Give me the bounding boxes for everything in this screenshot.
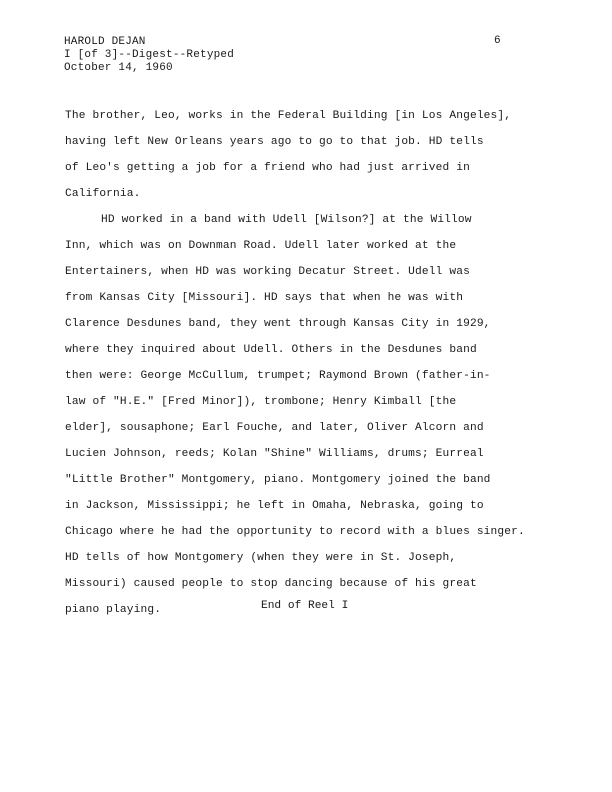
end-of-reel-label: End of Reel I [261,600,349,612]
page-header [64,36,234,75]
text-line: law of "H.E." [Fred Minor]), trombone; Henry Kimball [the [65,396,457,408]
text-line: Chicago where he had the opportunity to record with a blues singer. [65,526,525,538]
text-line: Inn, which was on Downman Road. Udell later worked at the [65,240,457,252]
text-line: HD tells of how Montgomery (when they were in St. Joseph, [65,552,457,564]
paragraph-1 [65,103,565,207]
text-line: then were: George McCullum, trumpet; Raymond Brown (father-in- [65,370,491,382]
interview-date: October 14, 1960 [64,62,173,74]
text-line: from Kansas City [Missouri]. HD says that when he was with [65,292,464,304]
paragraph-2 [65,207,565,623]
interviewee-name: HAROLD DEJAN [64,36,146,48]
text-line: California. [65,188,141,200]
text-line: HD worked in a band with Udell [Wilson?] at the Willow [101,214,472,226]
text-line: elder], sousaphone; Earl Fouche, and later, Oliver Alcorn and [65,422,484,434]
text-line: of Leo's getting a job for a friend who had just arrived in [65,162,470,174]
text-line: Clarence Desdunes band, they went through Kansas City in 1929, [65,318,491,330]
text-line: The brother, Leo, works in the Federal Building [in Los Angeles], [65,110,512,122]
text-line: Entertainers, when HD was working Decatur Street. Udell was [65,266,470,278]
text-line: Lucien Johnson, reeds; Kolan "Shine" Williams, drums; Eurreal [65,448,484,460]
text-line: "Little Brother" Montgomery, piano. Montgomery joined the band [65,474,491,486]
text-line: where they inquired about Udell. Others in the Desdunes band [65,344,477,356]
text-line: Missouri) caused people to stop dancing because of his great [65,578,477,590]
page-number: 6 [494,35,501,47]
reel-info: I [of 3]--Digest--Retyped [64,49,235,61]
text-line: piano playing. [65,604,162,616]
document-body [65,103,565,623]
text-line: having left New Orleans years ago to go to that job. HD tells [65,136,484,148]
text-line: in Jackson, Mississippi; he left in Omaha, Nebraska, going to [65,500,484,512]
